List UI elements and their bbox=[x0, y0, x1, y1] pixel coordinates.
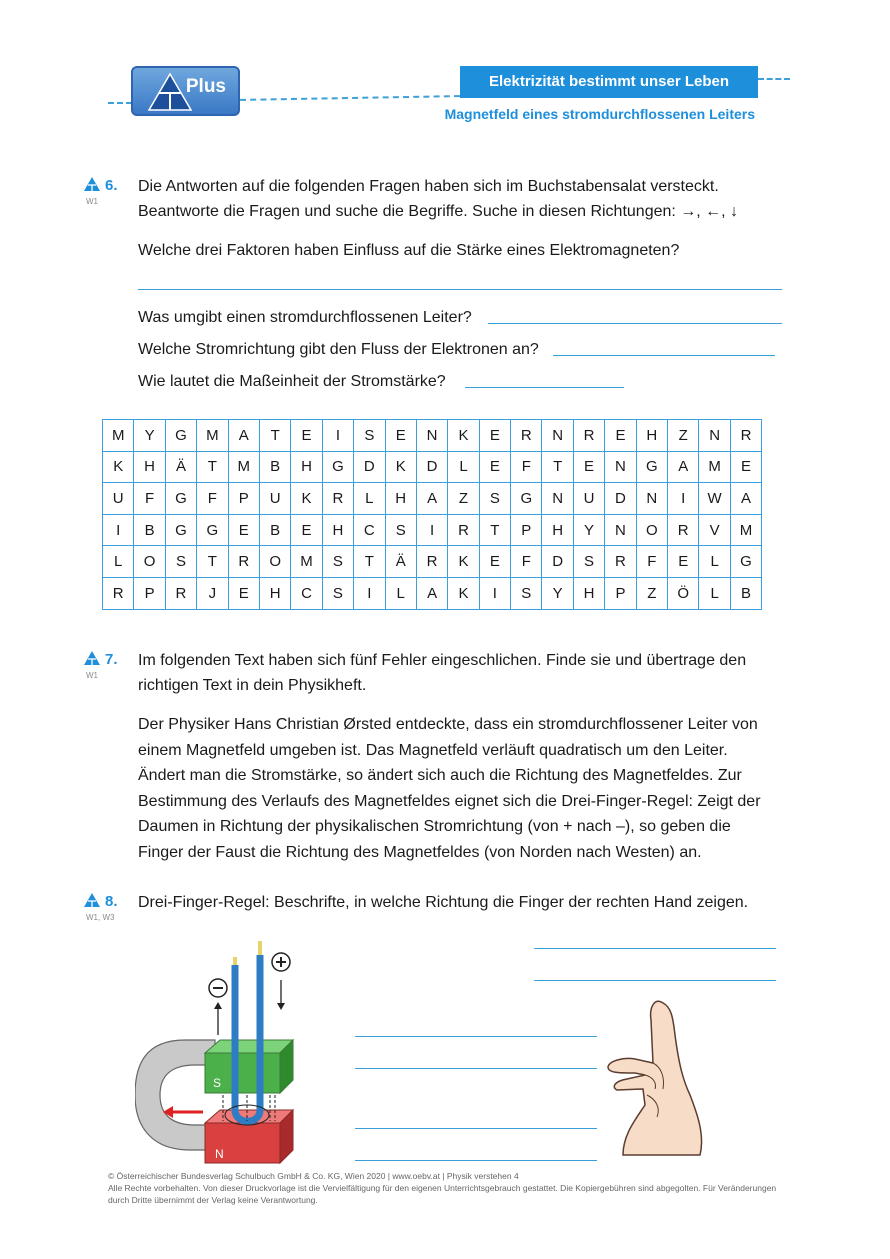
grid-cell[interactable]: S bbox=[322, 577, 353, 609]
page-subtitle: Magnetfeld eines stromdurchflossenen Leiters bbox=[444, 106, 755, 122]
paragraph-line: Bestimmung des Verlaufs des Magnetfeldes eignet sich die Drei-Finger-Regel: Zeigt der bbox=[138, 792, 761, 810]
grid-cell[interactable]: G bbox=[165, 483, 196, 515]
grid-cell[interactable]: E bbox=[479, 451, 510, 483]
paragraph-line: einem Magnetfeld umgeben ist. Das Magnetfeld verläuft quadratisch um den Leiter. bbox=[138, 741, 728, 759]
task6-intro-1: Die Antworten auf die folgenden Fragen haben sich im Buchstabensalat versteckt. bbox=[138, 178, 719, 195]
grid-cell[interactable]: D bbox=[416, 451, 447, 483]
grid-cell[interactable]: K bbox=[385, 451, 416, 483]
task7-number: 7. bbox=[83, 650, 118, 668]
grid-cell[interactable]: M bbox=[228, 451, 259, 483]
grid-cell[interactable]: Y bbox=[134, 420, 165, 452]
logo-text: Plus bbox=[185, 76, 226, 97]
header-dash-left bbox=[108, 102, 132, 104]
grid-cell[interactable]: U bbox=[103, 483, 134, 515]
grid-cell[interactable]: B bbox=[259, 514, 290, 546]
grid-cell[interactable]: R bbox=[322, 483, 353, 515]
grid-cell[interactable]: H bbox=[134, 451, 165, 483]
grid-cell[interactable]: E bbox=[228, 514, 259, 546]
plus-logo bbox=[131, 66, 240, 116]
grid-cell[interactable]: E bbox=[573, 451, 604, 483]
grid-cell[interactable]: G bbox=[165, 420, 196, 452]
triangle-icon bbox=[83, 176, 101, 192]
task7-label: W1 bbox=[86, 671, 98, 680]
grid-cell[interactable]: R bbox=[730, 420, 761, 452]
grid-cell[interactable]: M bbox=[730, 514, 761, 546]
grid-row bbox=[103, 483, 762, 515]
grid-cell[interactable]: J bbox=[197, 577, 228, 609]
grid-cell[interactable]: K bbox=[448, 577, 479, 609]
grid-row bbox=[103, 514, 762, 546]
triangle-icon bbox=[83, 892, 101, 908]
grid-cell[interactable]: I bbox=[416, 514, 447, 546]
grid-cell[interactable]: S bbox=[479, 483, 510, 515]
grid-cell[interactable]: L bbox=[699, 546, 730, 578]
grid-row bbox=[103, 420, 762, 452]
grid-cell[interactable]: Ä bbox=[165, 451, 196, 483]
grid-cell[interactable]: K bbox=[448, 420, 479, 452]
grid-cell[interactable]: L bbox=[354, 483, 385, 515]
footer-line-1: © Österreichischer Bundesverlag Schulbuch GmbH & Co. KG, Wien 2020 | www.oebv.at | Physik verstehen 4 bbox=[108, 1171, 519, 1181]
grid-cell[interactable]: M bbox=[197, 420, 228, 452]
grid-cell[interactable]: T bbox=[542, 451, 573, 483]
grid-cell[interactable]: N bbox=[699, 420, 730, 452]
triangle-icon bbox=[83, 650, 101, 666]
task6-question-2: Was umgibt einen stromdurchflossenen Leiter? bbox=[138, 309, 472, 326]
answer-line-finger-3[interactable] bbox=[355, 1036, 597, 1037]
grid-cell[interactable]: R bbox=[103, 577, 134, 609]
grid-cell[interactable]: E bbox=[730, 451, 761, 483]
right-hand-illustration bbox=[605, 995, 715, 1165]
grid-cell[interactable]: H bbox=[573, 577, 604, 609]
grid-cell[interactable]: F bbox=[636, 546, 667, 578]
grid-cell[interactable]: H bbox=[322, 514, 353, 546]
grid-cell[interactable]: O bbox=[636, 514, 667, 546]
grid-cell[interactable]: A bbox=[416, 577, 447, 609]
grid-cell[interactable]: N bbox=[636, 483, 667, 515]
grid-cell[interactable]: I bbox=[479, 577, 510, 609]
grid-cell[interactable]: F bbox=[511, 451, 542, 483]
grid-cell[interactable]: B bbox=[134, 514, 165, 546]
task6-label: W1 bbox=[86, 197, 98, 206]
grid-cell[interactable]: E bbox=[605, 420, 636, 452]
grid-cell[interactable]: N bbox=[416, 420, 447, 452]
paragraph-line: Daumen in Richtung der physikalischen Stromrichtung (von + nach –), so geben die bbox=[138, 818, 731, 835]
task7-intro-1: Im folgenden Text haben sich fünf Fehler eingeschlichen. Finde sie und übertrage den bbox=[138, 652, 747, 669]
grid-cell[interactable]: B bbox=[259, 451, 290, 483]
grid-cell[interactable]: C bbox=[354, 514, 385, 546]
footer bbox=[108, 1170, 788, 1206]
grid-cell[interactable]: E bbox=[291, 420, 322, 452]
grid-cell[interactable]: H bbox=[259, 577, 290, 609]
grid-cell[interactable]: S bbox=[165, 546, 196, 578]
grid-cell[interactable]: Z bbox=[668, 420, 699, 452]
grid-cell[interactable]: Ä bbox=[385, 546, 416, 578]
grid-cell[interactable]: N bbox=[542, 420, 573, 452]
grid-cell[interactable]: T bbox=[259, 420, 290, 452]
grid-cell[interactable]: Z bbox=[448, 483, 479, 515]
answer-line-finger-6[interactable] bbox=[355, 1160, 597, 1161]
grid-cell[interactable]: C bbox=[291, 577, 322, 609]
grid-cell[interactable]: T bbox=[197, 451, 228, 483]
grid-cell[interactable]: M bbox=[103, 420, 134, 452]
grid-cell[interactable]: O bbox=[134, 546, 165, 578]
task7-paragraph bbox=[138, 712, 788, 865]
answer-line-finger-4[interactable] bbox=[355, 1068, 597, 1069]
paragraph-line: Der Physiker Hans Christian Ørsted entdeckte, dass ein stromdurchflossener Leiter von bbox=[138, 716, 758, 733]
grid-cell[interactable]: E bbox=[479, 546, 510, 578]
footer-line-2: Alle Rechte vorbehalten. Von dieser Druckvorlage ist die Vervielfältigung für den eigenen Unterrichtsgebrauch gestattet. Die Kopiergebühren sind abgegolten. Für Veränderungen durch Dritte übernimmt der Verlag keine Verantwortung. bbox=[108, 1183, 777, 1205]
answer-line-finger-5[interactable] bbox=[355, 1128, 597, 1129]
header-dash-right bbox=[758, 78, 790, 80]
grid-cell[interactable]: P bbox=[605, 577, 636, 609]
grid-cell[interactable]: S bbox=[322, 546, 353, 578]
grid-cell[interactable]: I bbox=[322, 420, 353, 452]
grid-cell[interactable]: E bbox=[228, 577, 259, 609]
grid-cell[interactable]: F bbox=[197, 483, 228, 515]
grid-cell[interactable]: P bbox=[228, 483, 259, 515]
grid-cell[interactable]: Y bbox=[542, 577, 573, 609]
pole-n-label: N bbox=[215, 1147, 224, 1161]
grid-cell[interactable]: N bbox=[605, 514, 636, 546]
grid-cell[interactable]: S bbox=[354, 420, 385, 452]
grid-cell[interactable]: T bbox=[354, 546, 385, 578]
grid-cell[interactable]: D bbox=[605, 483, 636, 515]
paragraph-line: Finger der Faust die Richtung des Magnetfeldes (von Norden nach Westen) an. bbox=[138, 843, 702, 861]
grid-row bbox=[103, 546, 762, 578]
grid-cell[interactable]: R bbox=[448, 514, 479, 546]
grid-cell[interactable]: Y bbox=[573, 514, 604, 546]
task7-intro-2: richtigen Text in dein Physikheft. bbox=[138, 677, 367, 694]
grid-cell[interactable]: R bbox=[573, 420, 604, 452]
grid-cell[interactable]: I bbox=[354, 577, 385, 609]
grid-cell[interactable]: R bbox=[228, 546, 259, 578]
grid-cell[interactable]: H bbox=[542, 514, 573, 546]
grid-cell[interactable]: L bbox=[385, 577, 416, 609]
grid-cell[interactable]: E bbox=[668, 546, 699, 578]
grid-cell[interactable]: K bbox=[291, 483, 322, 515]
task6-question-4: Wie lautet die Maßeinheit der Stromstärke? bbox=[138, 373, 446, 390]
grid-cell[interactable]: G bbox=[322, 451, 353, 483]
grid-cell[interactable]: E bbox=[291, 514, 322, 546]
grid-cell[interactable]: P bbox=[134, 577, 165, 609]
answer-line-q4[interactable] bbox=[465, 387, 624, 388]
task6-intro-2: Beantworte die Fragen und suche die Begriffe. Suche in diesen Richtungen: →, ←, ↓ bbox=[138, 203, 739, 220]
answer-line-finger-2[interactable] bbox=[534, 980, 776, 981]
grid-cell[interactable]: N bbox=[542, 483, 573, 515]
grid-cell[interactable]: M bbox=[291, 546, 322, 578]
grid-cell[interactable]: S bbox=[573, 546, 604, 578]
grid-cell[interactable]: W bbox=[699, 483, 730, 515]
grid-cell[interactable]: L bbox=[103, 546, 134, 578]
grid-cell[interactable]: O bbox=[259, 546, 290, 578]
grid-row bbox=[103, 577, 762, 609]
task6-question-1: Welche drei Faktoren haben Einfluss auf die Stärke eines Elektromagneten? bbox=[138, 242, 680, 259]
grid-cell[interactable]: R bbox=[668, 514, 699, 546]
grid-cell[interactable]: T bbox=[197, 546, 228, 578]
grid-cell[interactable]: F bbox=[134, 483, 165, 515]
grid-cell[interactable]: G bbox=[511, 483, 542, 515]
grid-cell[interactable]: M bbox=[699, 451, 730, 483]
grid-cell[interactable]: R bbox=[165, 577, 196, 609]
answer-line-finger-1[interactable] bbox=[534, 948, 776, 949]
grid-cell[interactable]: K bbox=[448, 546, 479, 578]
grid-cell[interactable]: G bbox=[197, 514, 228, 546]
grid-cell[interactable]: D bbox=[354, 451, 385, 483]
answer-line-q1[interactable] bbox=[138, 289, 782, 290]
grid-cell[interactable]: A bbox=[668, 451, 699, 483]
answer-line-q2[interactable] bbox=[488, 323, 782, 324]
grid-cell[interactable]: A bbox=[730, 483, 761, 515]
grid-cell[interactable]: H bbox=[385, 483, 416, 515]
grid-cell[interactable]: F bbox=[511, 546, 542, 578]
grid-cell[interactable]: E bbox=[479, 420, 510, 452]
grid-cell[interactable]: H bbox=[636, 420, 667, 452]
grid-cell[interactable]: G bbox=[165, 514, 196, 546]
header-dash-middle bbox=[240, 95, 460, 101]
magnet-conductor-illustration bbox=[135, 935, 305, 1165]
task6-number: 6. bbox=[83, 176, 118, 194]
grid-cell[interactable]: L bbox=[448, 451, 479, 483]
grid-cell[interactable]: G bbox=[730, 546, 761, 578]
grid-cell[interactable]: B bbox=[730, 577, 761, 609]
grid-cell[interactable]: H bbox=[291, 451, 322, 483]
grid-cell[interactable]: U bbox=[259, 483, 290, 515]
task6-question-3: Welche Stromrichtung gibt den Fluss der Elektronen an? bbox=[138, 341, 539, 358]
grid-cell[interactable]: L bbox=[699, 577, 730, 609]
grid-row bbox=[103, 451, 762, 483]
task8-intro: Drei-Finger-Regel: Beschrifte, in welche Richtung die Finger der rechten Hand zeigen. bbox=[138, 894, 749, 911]
chapter-title: Elektrizität bestimmt unser Leben bbox=[460, 66, 758, 98]
grid-cell[interactable]: R bbox=[416, 546, 447, 578]
grid-cell[interactable]: A bbox=[416, 483, 447, 515]
grid-cell[interactable]: G bbox=[636, 451, 667, 483]
grid-cell[interactable]: R bbox=[605, 546, 636, 578]
grid-cell[interactable]: Ö bbox=[668, 577, 699, 609]
grid-cell[interactable]: I bbox=[668, 483, 699, 515]
grid-cell[interactable]: N bbox=[605, 451, 636, 483]
grid-cell[interactable]: R bbox=[511, 420, 542, 452]
task8-label: W1, W3 bbox=[86, 913, 115, 922]
task8-number: 8. bbox=[83, 892, 118, 910]
grid-cell[interactable]: Z bbox=[636, 577, 667, 609]
grid-cell[interactable]: P bbox=[511, 514, 542, 546]
grid-cell[interactable]: T bbox=[479, 514, 510, 546]
grid-cell[interactable]: D bbox=[542, 546, 573, 578]
grid-cell[interactable]: I bbox=[103, 514, 134, 546]
paragraph-line: Ändert man die Stromstärke, so ändert sich auch die Richtung des Magnetfeldes. Zur bbox=[138, 767, 742, 784]
grid-cell[interactable]: A bbox=[228, 420, 259, 452]
grid-cell[interactable]: V bbox=[699, 514, 730, 546]
pole-s-label: S bbox=[213, 1076, 222, 1090]
answer-line-q3[interactable] bbox=[553, 355, 775, 356]
grid-cell[interactable]: S bbox=[385, 514, 416, 546]
grid-cell[interactable]: E bbox=[385, 420, 416, 452]
word-search-grid bbox=[102, 419, 762, 610]
grid-cell[interactable]: K bbox=[103, 451, 134, 483]
grid-cell[interactable]: S bbox=[511, 577, 542, 609]
grid-cell[interactable]: U bbox=[573, 483, 604, 515]
